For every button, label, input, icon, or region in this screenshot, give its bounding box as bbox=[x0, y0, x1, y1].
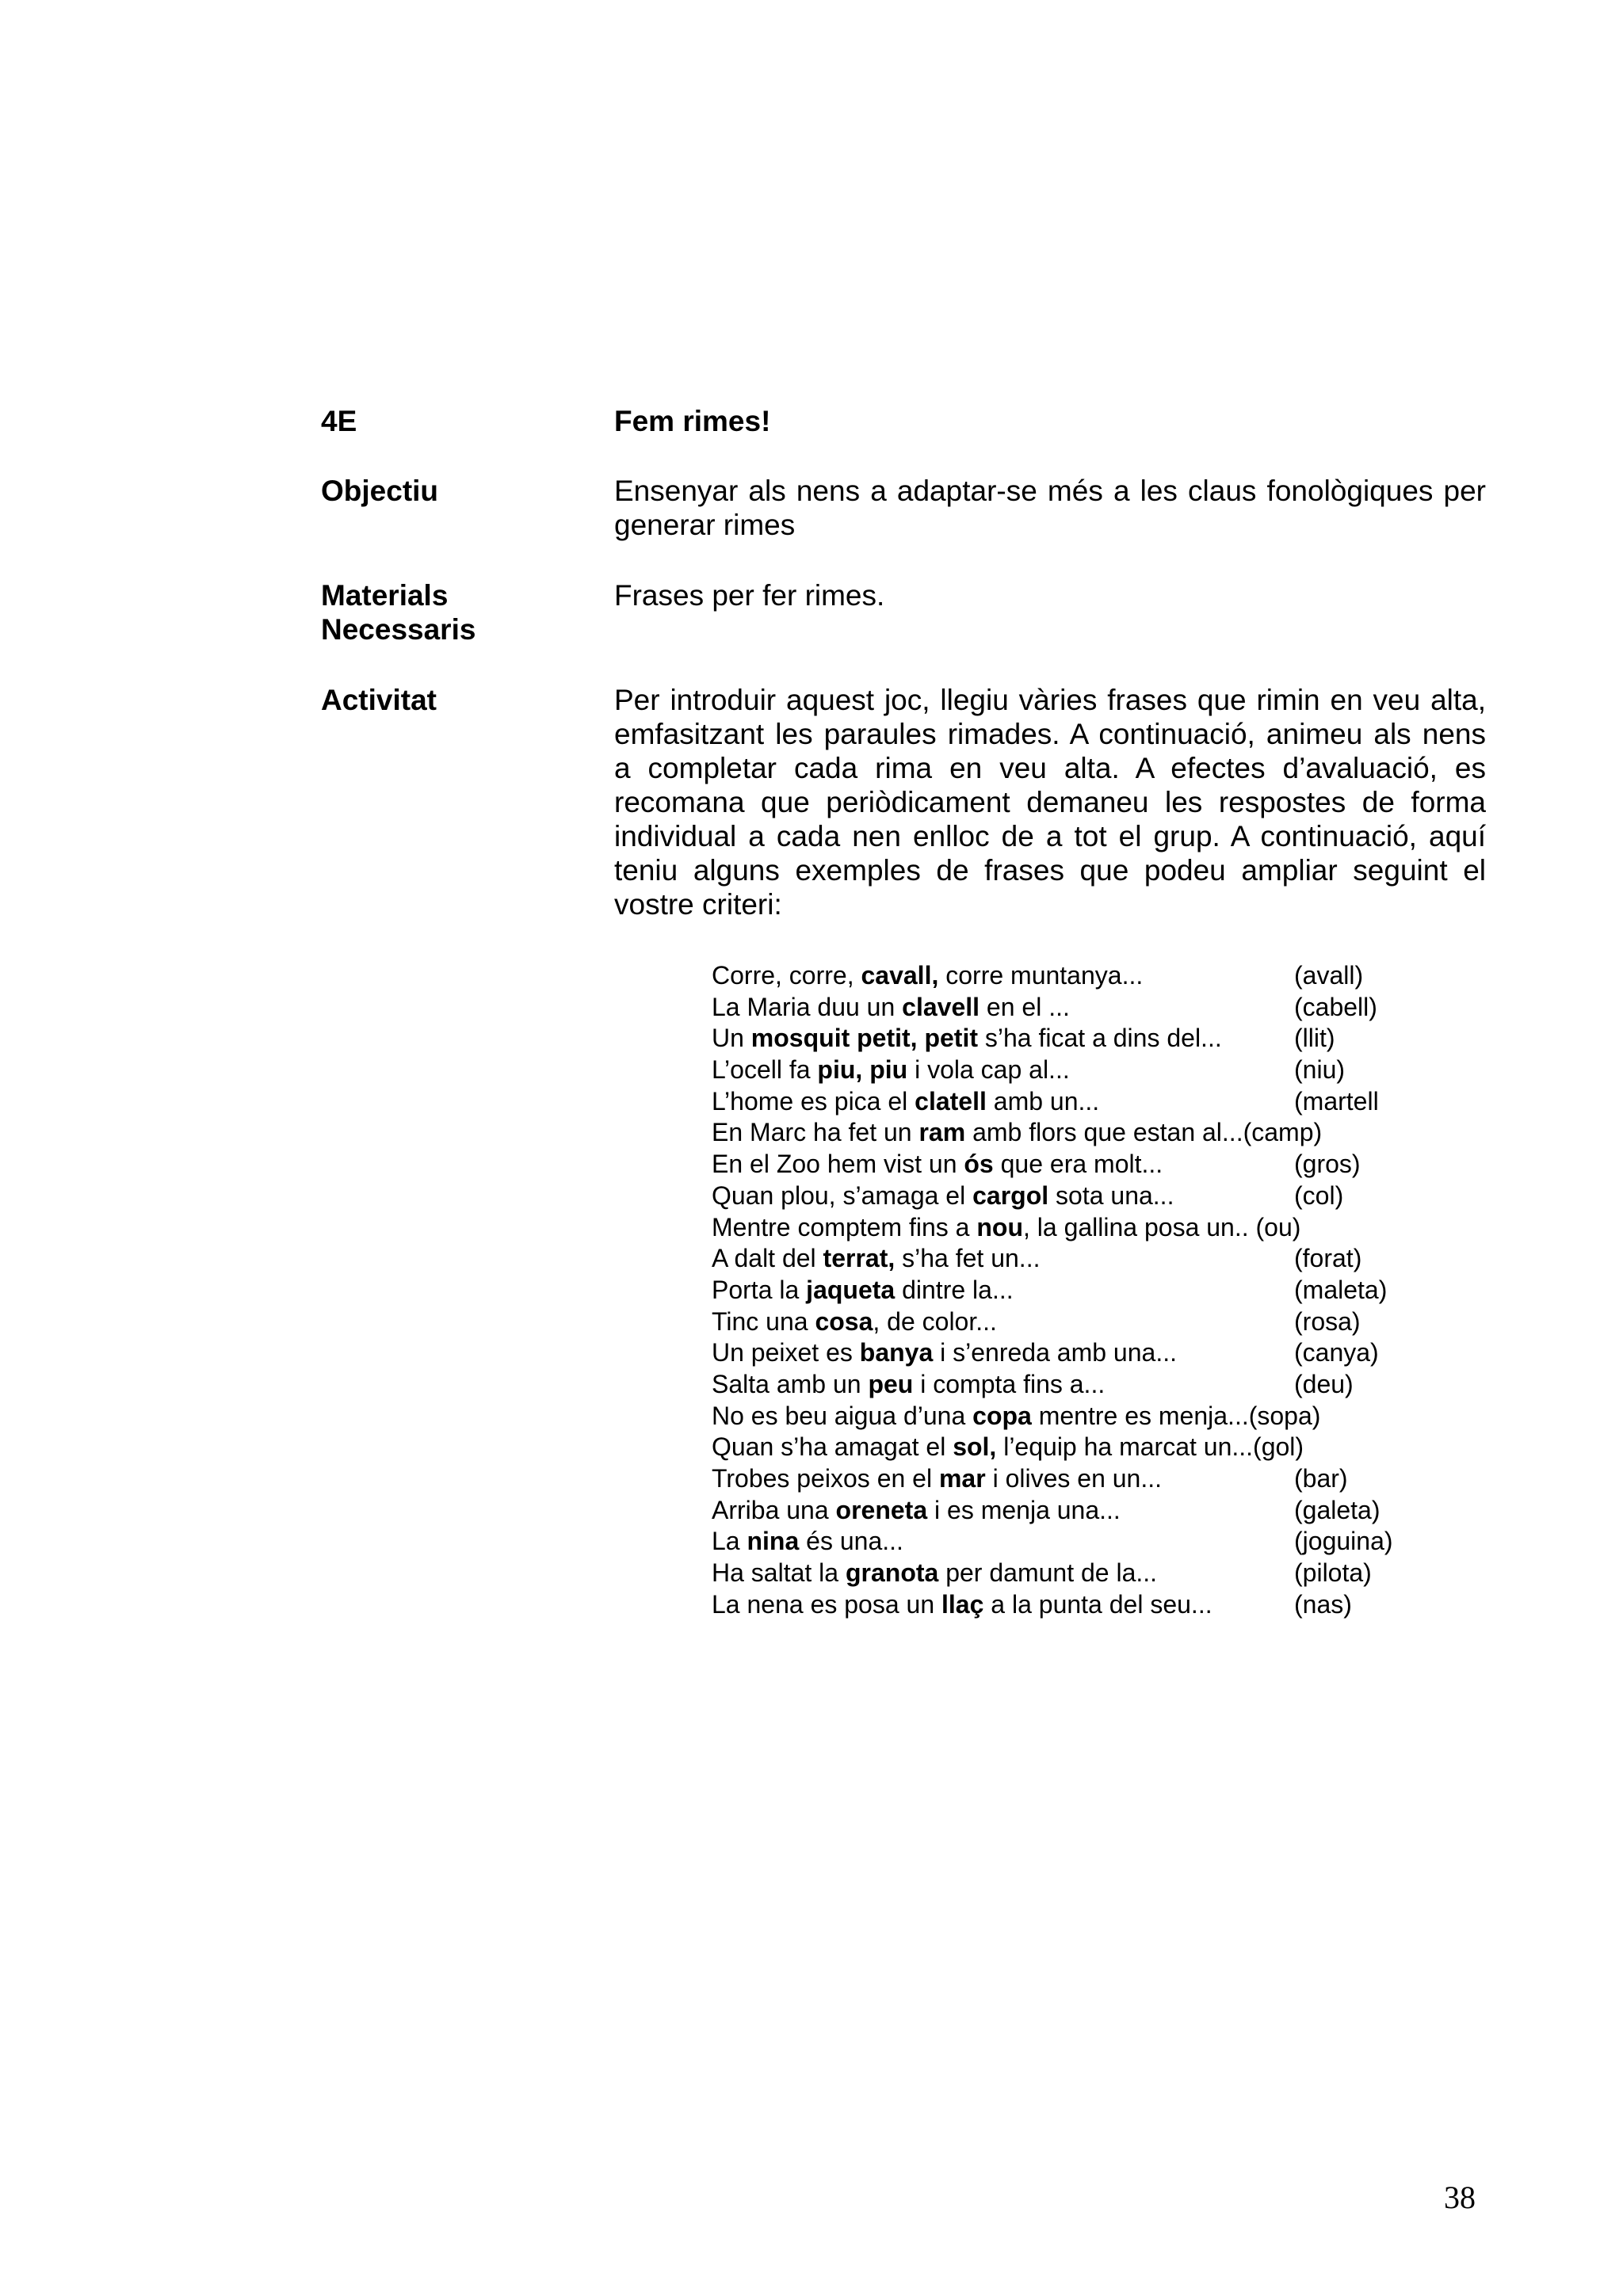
rhyme-text: i compta fins a... bbox=[913, 1369, 1106, 1398]
rhyme-answer: (nas) bbox=[1294, 1589, 1352, 1619]
rhyme-row bbox=[712, 1149, 1425, 1180]
rhyme-text: i vola cap al... bbox=[907, 1055, 1070, 1085]
rhyme-answer: (gol) bbox=[1253, 1432, 1304, 1462]
rhyme-text: Corre, corre, bbox=[712, 961, 861, 990]
rhyme-text: En el Zoo hem vist un bbox=[712, 1150, 964, 1179]
rhyme-keyword: clatell bbox=[915, 1086, 987, 1116]
rhyme-text: L’home es pica el bbox=[712, 1086, 915, 1116]
rhyme-text: Tinc una bbox=[712, 1306, 815, 1336]
materials-label: Materials Necessaris bbox=[321, 579, 476, 646]
rhyme-text: mentre es menja... bbox=[1031, 1401, 1249, 1430]
rhyme-text: Un bbox=[712, 1024, 751, 1053]
rhyme-row bbox=[712, 1369, 1425, 1401]
rhyme-answer: (sopa) bbox=[1248, 1401, 1321, 1430]
rhyme-row bbox=[712, 1023, 1425, 1055]
rhyme-answer: (niu) bbox=[1294, 1055, 1346, 1085]
rhyme-row bbox=[712, 1306, 1425, 1338]
rhyme-sentence bbox=[712, 1526, 903, 1558]
rhyme-row bbox=[712, 1463, 1425, 1495]
rhyme-text: Mentre comptem fins a bbox=[712, 1212, 977, 1241]
rhyme-text: Arriba una bbox=[712, 1495, 836, 1524]
rhyme-text: dintre la... bbox=[895, 1275, 1014, 1304]
rhyme-text: La nena es posa un bbox=[712, 1589, 942, 1619]
rhyme-answer: (pilota) bbox=[1294, 1558, 1372, 1588]
rhyme-text: Porta la bbox=[712, 1275, 807, 1304]
rhyme-answer: (maleta) bbox=[1294, 1275, 1388, 1304]
rhyme-sentence bbox=[712, 1432, 1304, 1463]
rhyme-keyword: llaç bbox=[941, 1589, 984, 1619]
rhyme-keyword: cargol bbox=[972, 1180, 1049, 1210]
rhyme-row bbox=[712, 1589, 1425, 1621]
rhyme-answer: (bar) bbox=[1294, 1464, 1348, 1493]
rhyme-row bbox=[712, 1558, 1425, 1589]
rhyme-sentence bbox=[712, 1337, 1177, 1369]
rhyme-text: amb flors que estan al... bbox=[965, 1118, 1243, 1147]
rhyme-sentence bbox=[712, 1306, 997, 1338]
rhyme-row bbox=[712, 1055, 1425, 1086]
rhyme-sentence bbox=[712, 1401, 1320, 1432]
rhyme-sentence bbox=[712, 1149, 1163, 1180]
rhyme-sentence bbox=[712, 1589, 1212, 1621]
rhyme-keyword: nou bbox=[976, 1212, 1023, 1241]
rhyme-text: , de color... bbox=[873, 1306, 997, 1336]
rhyme-row bbox=[712, 1337, 1425, 1369]
rhyme-sentence bbox=[712, 1495, 1121, 1527]
objective-label: Objectiu bbox=[321, 475, 439, 507]
rhyme-text: La Maria duu un bbox=[712, 992, 903, 1021]
rhyme-keyword: jaqueta bbox=[806, 1275, 896, 1304]
rhyme-sentence bbox=[712, 1463, 1162, 1495]
rhyme-answer: (forat) bbox=[1294, 1244, 1362, 1273]
rhyme-keyword: banya bbox=[859, 1338, 934, 1367]
rhyme-text: En Marc ha fet un bbox=[712, 1118, 919, 1147]
rhyme-keyword: mosquit petit, petit bbox=[750, 1024, 978, 1053]
rhyme-keyword: granota bbox=[845, 1558, 939, 1588]
rhyme-sentence bbox=[712, 1558, 1157, 1589]
rhyme-text: , la gallina posa un.. bbox=[1022, 1212, 1256, 1241]
rhyme-text: La bbox=[712, 1527, 747, 1556]
rhyme-keyword: nina bbox=[747, 1527, 800, 1556]
rhyme-sentence bbox=[712, 1180, 1174, 1212]
rhyme-text: Salta amb un bbox=[712, 1369, 869, 1398]
rhyme-keyword: terrat, bbox=[823, 1244, 896, 1273]
rhyme-row bbox=[712, 1401, 1425, 1432]
rhyme-row bbox=[712, 1243, 1425, 1275]
materials-text: Frases per fer rimes. bbox=[614, 579, 885, 612]
rhyme-text: i es menja una... bbox=[927, 1495, 1121, 1524]
rhyme-text: sota una... bbox=[1048, 1180, 1174, 1210]
rhyme-sentence bbox=[712, 1243, 1040, 1275]
rhyme-keyword: sol, bbox=[953, 1432, 997, 1462]
rhyme-keyword: ós bbox=[964, 1150, 994, 1179]
rhyme-text: Trobes peixos en el bbox=[712, 1464, 939, 1493]
rhyme-row bbox=[712, 1495, 1425, 1527]
rhyme-keyword: copa bbox=[972, 1401, 1032, 1430]
rhyme-text: i s’enreda amb una... bbox=[933, 1338, 1177, 1367]
rhyme-text: A dalt del bbox=[712, 1244, 823, 1273]
rhyme-answer: (martell bbox=[1294, 1086, 1379, 1116]
objective-text: Ensenyar als nens a adaptar-se més a les claus fonològiques per generar rimes bbox=[614, 475, 1486, 541]
rhyme-text: i olives en un... bbox=[985, 1464, 1163, 1493]
rhyme-keyword: mar bbox=[938, 1464, 986, 1493]
rhyme-keyword: cavall, bbox=[861, 961, 939, 990]
rhyme-keyword: cosa bbox=[815, 1306, 873, 1336]
rhyme-keyword: peu bbox=[868, 1369, 914, 1398]
activity-title: Fem rimes! bbox=[614, 405, 771, 437]
rhyme-sentence bbox=[712, 1369, 1105, 1401]
rhyme-text: per damunt de la... bbox=[938, 1558, 1158, 1588]
rhyme-text: l’equip ha marcat un... bbox=[996, 1432, 1254, 1462]
rhyme-sentence bbox=[712, 1275, 1014, 1306]
page-number: 38 bbox=[1444, 2180, 1476, 2215]
rhyme-answer: (deu) bbox=[1294, 1369, 1354, 1398]
rhyme-answer: (rosa) bbox=[1294, 1306, 1361, 1336]
rhyme-sentence bbox=[712, 1055, 1070, 1086]
rhyme-row bbox=[712, 1526, 1425, 1558]
rhyme-text: No es beu aigua d’una bbox=[712, 1401, 973, 1430]
rhyme-answer: (galeta) bbox=[1294, 1495, 1381, 1524]
rhyme-text: corre muntanya... bbox=[938, 961, 1144, 990]
rhyme-row bbox=[712, 1432, 1425, 1463]
rhyme-text: que era molt... bbox=[993, 1150, 1163, 1179]
rhyme-answer: (avall) bbox=[1294, 961, 1364, 990]
rhyme-sentence bbox=[712, 1117, 1322, 1149]
activity-text: Per introduir aquest joc, llegiu vàries frases que rimin en veu alta, emfasitzant les paraules rimades. A continuació, animeu als nens a completar cada rima en veu alta. A efectes d’avaluació, es recomana que periòdicament demaneu les respostes de forma individual a cada nen enlloc de a tot el grup. A continuació, aquí teniu alguns exemples de frases que podeu ampliar seguint el vostre criteri: bbox=[614, 684, 1486, 921]
rhyme-text: a la punta del seu... bbox=[983, 1589, 1212, 1619]
rhyme-keyword: clavell bbox=[902, 992, 980, 1021]
rhyme-text: Un peixet es bbox=[712, 1338, 860, 1367]
rhyme-text: L’ocell fa bbox=[712, 1055, 818, 1085]
rhyme-answer: (camp) bbox=[1243, 1118, 1323, 1147]
rhyme-answer: (gros) bbox=[1294, 1150, 1361, 1179]
rhyme-row bbox=[712, 1275, 1425, 1306]
rhyme-keyword: oreneta bbox=[835, 1495, 928, 1524]
rhyme-sentence bbox=[712, 992, 1070, 1024]
rhyme-sentence bbox=[712, 960, 1143, 992]
rhyme-answer: (col) bbox=[1294, 1180, 1344, 1210]
rhyme-list bbox=[712, 960, 1425, 1620]
rhyme-answer: (ou) bbox=[1255, 1212, 1301, 1241]
activity-code: 4E bbox=[321, 405, 357, 437]
rhyme-text: Ha saltat la bbox=[712, 1558, 846, 1588]
rhyme-text: Quan s’ha amagat el bbox=[712, 1432, 953, 1462]
rhyme-answer: (cabell) bbox=[1294, 992, 1377, 1021]
rhyme-text: Quan plou, s’amaga el bbox=[712, 1180, 973, 1210]
rhyme-answer: (canya) bbox=[1294, 1338, 1379, 1367]
rhyme-text: amb un... bbox=[986, 1086, 1100, 1116]
rhyme-text: s’ha fet un... bbox=[895, 1244, 1041, 1273]
rhyme-answer: (llit) bbox=[1294, 1024, 1335, 1053]
rhyme-keyword: ram bbox=[918, 1118, 966, 1147]
rhyme-row bbox=[712, 1117, 1425, 1149]
rhyme-row bbox=[712, 1212, 1425, 1244]
rhyme-row bbox=[712, 1180, 1425, 1212]
activity-label: Activitat bbox=[321, 684, 437, 716]
rhyme-answer: (joguina) bbox=[1294, 1527, 1393, 1556]
rhyme-text: en el ... bbox=[980, 992, 1070, 1021]
rhyme-row bbox=[712, 960, 1425, 992]
rhyme-sentence bbox=[712, 1023, 1222, 1055]
rhyme-text: és una... bbox=[799, 1527, 903, 1556]
rhyme-row bbox=[712, 992, 1425, 1024]
rhyme-sentence bbox=[712, 1212, 1300, 1244]
rhyme-text: s’ha ficat a dins del... bbox=[978, 1024, 1222, 1053]
rhyme-keyword: piu, piu bbox=[817, 1055, 908, 1085]
rhyme-row bbox=[712, 1086, 1425, 1118]
rhyme-sentence bbox=[712, 1086, 1099, 1118]
